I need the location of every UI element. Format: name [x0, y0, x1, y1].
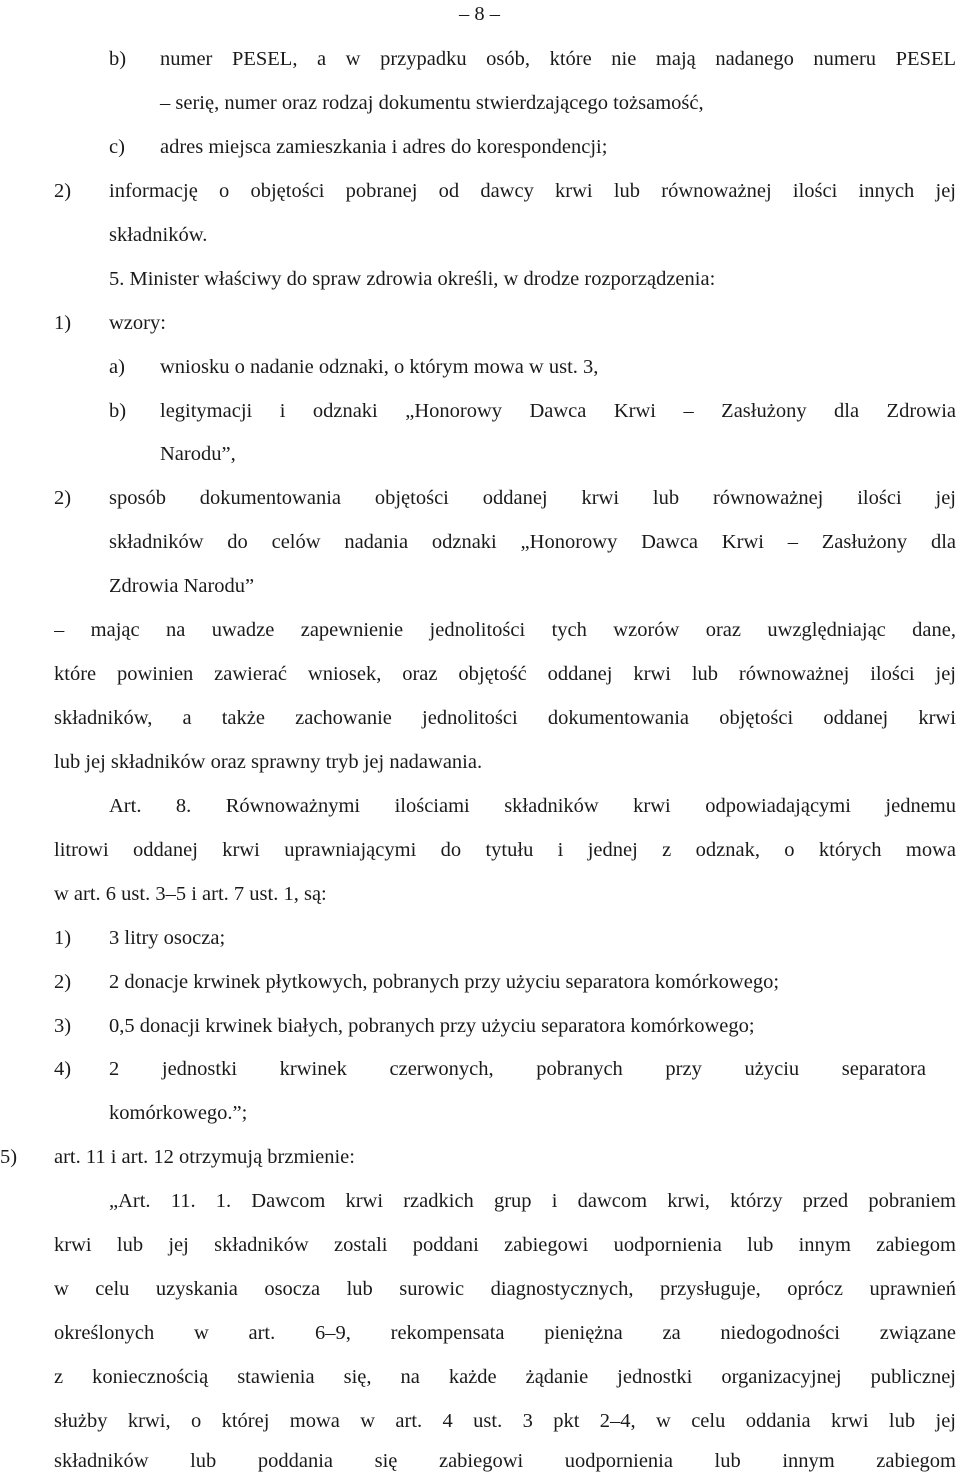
paragraph-line: w celu uzyskania osocza lub surowic diagnostycznych, przysługuje, oprócz uprawnień — [54, 1278, 956, 1300]
item-label: 1) — [54, 927, 72, 949]
paragraph-line: lub jej składników oraz sprawny tryb jej nadawania. — [54, 751, 483, 773]
paragraph-line: – serię, numer oraz rodzaj dokumentu stwierdzającego tożsamość, — [160, 92, 704, 114]
paragraph-line: „Art. 11. 1. Dawcom krwi rzadkich grup i dawcom krwi, którzy przed pobraniem — [109, 1190, 956, 1212]
item-label: a) — [109, 356, 125, 378]
item-label: 3) — [54, 1015, 72, 1037]
paragraph-line: służby krwi, o której mowa w art. 4 ust. 3 pkt 2–4, w celu oddania krwi lub jej — [54, 1410, 956, 1432]
paragraph-line: które powinien zawierać wniosek, oraz objętość oddanej krwi lub równoważnej ilości jej — [54, 663, 956, 685]
paragraph-line: komórkowego.”; — [109, 1102, 248, 1124]
paragraph-line: 5. Minister właściwy do spraw zdrowia określi, w drodze rozporządzenia: — [109, 268, 716, 290]
paragraph-line: 0,5 donacji krwinek białych, pobranych przy użyciu separatora komórkowego; — [109, 1015, 755, 1037]
paragraph-line: wzory: — [109, 312, 166, 334]
paragraph-line: w art. 6 ust. 3–5 i art. 7 ust. 1, są: — [54, 883, 327, 905]
page-number: – 8 – — [459, 3, 500, 25]
item-label: b) — [109, 400, 127, 422]
paragraph-line: Narodu”, — [160, 443, 236, 465]
paragraph-line: wniosku o nadanie odznaki, o którym mowa w ust. 3, — [160, 356, 599, 378]
paragraph-line: – mając na uwadze zapewnienie jednolitości tych wzorów oraz uwzględniając dane, — [54, 619, 956, 641]
paragraph-line: składników lub poddania się zabiegowi uodpornienia lub innym zabiegom — [54, 1450, 956, 1472]
item-label: 2) — [54, 487, 72, 509]
paragraph-line: art. 11 i art. 12 otrzymują brzmienie: — [54, 1146, 355, 1168]
paragraph-line: składników, a także zachowanie jednolitości dokumentowania objętości oddanej krwi — [54, 707, 956, 729]
paragraph-line: składników do celów nadania odznaki „Honorowy Dawca Krwi – Zasłużony dla — [109, 531, 956, 553]
paragraph-line: adres miejsca zamieszkania i adres do korespondencji; — [160, 136, 608, 158]
paragraph-line: z koniecznością stawienia się, na każde żądanie jednostki organizacyjnej publicznej — [54, 1366, 956, 1388]
paragraph-line: litrowi oddanej krwi uprawniającymi do tytułu i jednej z odznak, o których mowa — [54, 839, 956, 861]
paragraph-line: 2 donacje krwinek płytkowych, pobranych przy użyciu separatora komórkowego; — [109, 971, 780, 993]
item-label: 5) — [0, 1146, 18, 1168]
paragraph-line: Art. 8. Równoważnymi ilościami składników krwi odpowiadającymi jednemu — [109, 795, 956, 817]
paragraph-line: Zdrowia Narodu” — [109, 575, 255, 597]
paragraph-line: określonych w art. 6–9, rekompensata pieniężna za niedogodności związane — [54, 1322, 956, 1344]
item-label: 2) — [54, 971, 72, 993]
paragraph-line: informację o objętości pobranej od dawcy krwi lub równoważnej ilości innych jej — [109, 180, 956, 202]
paragraph-line: składników. — [109, 224, 208, 246]
paragraph-line: sposób dokumentowania objętości oddanej krwi lub równoważnej ilości jej — [109, 487, 956, 509]
paragraph-line: legitymacji i odznaki „Honorowy Dawca Krwi – Zasłużony dla Zdrowia — [160, 400, 956, 422]
item-label: 2) — [54, 180, 72, 202]
item-label: 1) — [54, 312, 72, 334]
paragraph-line: numer PESEL, a w przypadku osób, które nie mają nadanego numeru PESEL — [160, 48, 956, 70]
paragraph-line: 3 litry osocza; — [109, 927, 226, 949]
paragraph-line: 2 jednostki krwinek czerwonych, pobranych przy użyciu separatora — [109, 1058, 926, 1080]
item-label: b) — [109, 48, 127, 70]
paragraph-line: krwi lub jej składników zostali poddani zabiegowi uodpornienia lub innym zabiegom — [54, 1234, 956, 1256]
item-label: 4) — [54, 1058, 72, 1080]
item-label: c) — [109, 136, 125, 158]
